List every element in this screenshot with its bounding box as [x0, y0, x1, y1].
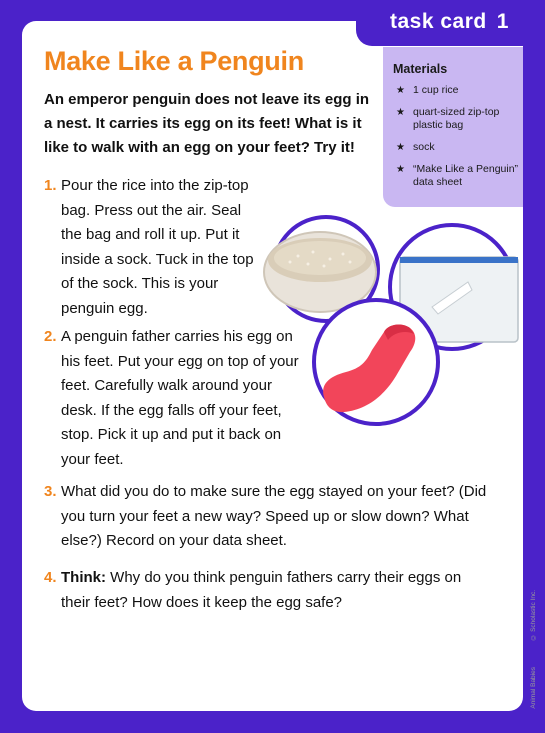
- step-number: 3.: [44, 483, 57, 500]
- materials-item: ★ “Make Like a Penguin” data sheet: [396, 163, 519, 188]
- step-lead: Think:: [61, 569, 106, 586]
- step-number: 1.: [44, 177, 57, 194]
- star-icon: ★: [396, 164, 405, 175]
- copyright-text: © Scholastic Inc.: [530, 590, 537, 641]
- task-card-label: task card 1: [390, 10, 509, 33]
- step-text: A penguin father carries his egg on his feet. Put your egg on top of your feet. Carefully walk around your desk. If the egg falls off your feet, stop. Pick it up and put it back on your feet.: [61, 328, 299, 468]
- materials-item: ★ quart-sized zip-top plastic bag: [396, 106, 500, 131]
- star-icon: ★: [396, 85, 405, 96]
- star-icon: ★: [396, 107, 405, 118]
- step-4: [44, 566, 481, 615]
- step-3: [44, 480, 501, 554]
- step-1: [44, 174, 261, 321]
- materials-list: [393, 84, 521, 198]
- step-text: What did you do to make sure the egg stayed on your feet? (Did you turn your feet a new way? Speed up or slow down? What else?) Record on your data sheet.: [61, 483, 487, 549]
- star-icon: ★: [396, 142, 405, 153]
- sock-image: [306, 292, 446, 432]
- step-text: Pour the rice into the zip-top bag. Press out the air. Seal the bag and roll it up. Put it inside a sock. Tuck in the top of the sock. This is your penguin egg.: [61, 177, 254, 317]
- materials-item: ★ 1 cup rice: [396, 84, 459, 96]
- materials-item: ★ sock: [396, 141, 435, 153]
- materials-heading: Materials: [393, 62, 448, 76]
- step-number: 4.: [44, 569, 57, 586]
- page-title: Make Like a Penguin: [44, 46, 304, 76]
- step-2: [44, 325, 301, 472]
- intro-text: An emperor penguin does not leave its egg in a nest. It carries its egg on its feet! What is it like to walk with an egg on your feet? Try it!: [44, 91, 370, 156]
- series-label: Animal Babies: [530, 667, 537, 709]
- step-text: Why do you think penguin fathers carry their eggs on their feet? How does it keep the egg safe?: [61, 569, 462, 611]
- step-number: 2.: [44, 328, 57, 345]
